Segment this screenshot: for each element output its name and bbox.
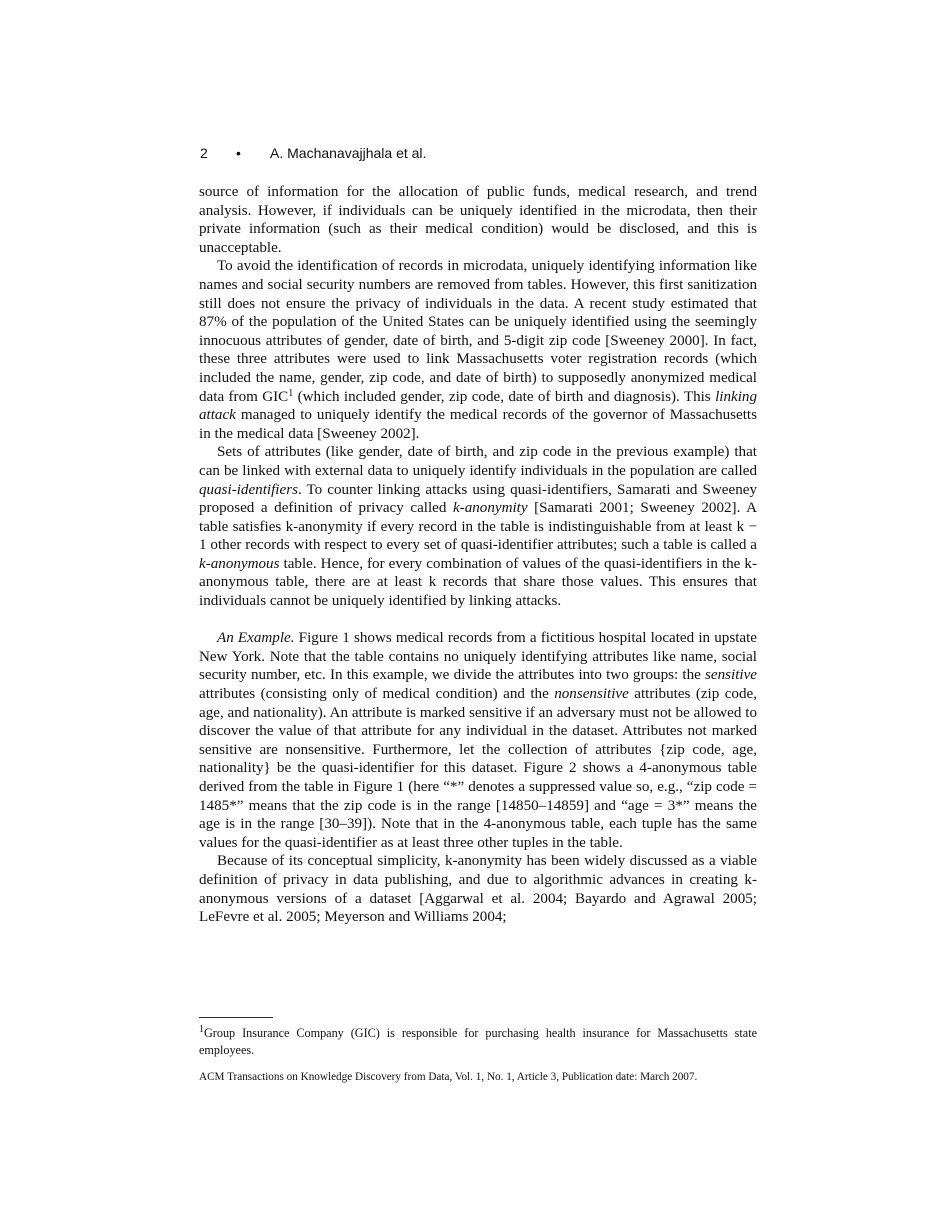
paragraph-3-text-d: table. Hence, for every combination of values of the quasi-identifiers in the k-anonymous table, there are at least k records that share those values. This ensures that individuals cannot be uniquely identified by linking attacks. bbox=[199, 555, 757, 610]
body-text bbox=[199, 183, 757, 927]
journal-footer: ACM Transactions on Knowledge Discovery from Data, Vol. 1, No. 1, Article 3, Publication date: March 2007. bbox=[199, 1071, 698, 1083]
paragraph-4-text-a: Figure 1 shows medical records from a fictitious hospital located in upstate New York. Note that the table contains no uniquely identifying attributes like name, social security number, etc. In this example, we divide the attributes into two groups: the bbox=[199, 630, 757, 684]
term-quasi-identifiers: quasi-identifiers bbox=[199, 481, 298, 498]
footnote-rule bbox=[199, 1017, 273, 1018]
term-k-anonymity: k-anonymity bbox=[452, 500, 528, 517]
paragraph-2 bbox=[199, 257, 757, 443]
paragraph-4-text-b: attributes (consisting only of medical condition) and the bbox=[199, 686, 555, 703]
paragraph-3 bbox=[199, 443, 757, 610]
paragraph-1: source of information for the allocation of public funds, medical research, and trend analysis. However, if individuals can be uniquely identified in the microdata, then their private information (such as their medical condition) would be disclosed, and this is unacceptable. bbox=[199, 184, 757, 256]
footnote-ref-1: 1 bbox=[288, 387, 294, 399]
run-in-heading-example: An Example. bbox=[217, 630, 295, 647]
running-header bbox=[200, 145, 760, 161]
paragraph-4 bbox=[199, 629, 757, 852]
term-sensitive: sensitive bbox=[705, 667, 757, 684]
paragraph-3-text-c: [Samarati 2001; Sweeney 2002]. A table satisfies k-anonymity if every record in the table is indistinguishable from at least k − 1 other records with respect to every set of quasi-identifier attributes; such a table is called a bbox=[199, 500, 757, 554]
paragraph-2-text-b: (which included gender, zip code, date of birth and diagnosis). This bbox=[293, 388, 716, 405]
footnote-text: Group Insurance Company (GIC) is responsible for purchasing health insurance for Massachusetts state employees. bbox=[199, 1026, 757, 1057]
header-authors: A. Machanavajjhala et al. bbox=[270, 145, 427, 161]
paragraph-3-text-b: . To counter linking attacks using quasi-identifiers, Samarati and Sweeney proposed a definition of privacy called bbox=[199, 481, 757, 517]
paragraph-2-text-c: managed to uniquely identify the medical records of the governor of Massachusetts in the medical data [Sweeney 2002]. bbox=[199, 407, 757, 442]
footnote-1 bbox=[199, 1025, 757, 1058]
paragraph-5: Because of its conceptual simplicity, k-anonymity has been widely discussed as a viable definition of privacy in data publishing, and due to algorithmic advances in creating k-anonymous versions of a dataset [Aggarwal et al. 2004; Bayardo and Agrawal 2005; LeFevre et al. 2005; Meyerson and Williams 2004; bbox=[199, 853, 757, 926]
term-nonsensitive: nonsensitive bbox=[554, 686, 629, 703]
header-bullet: • bbox=[236, 145, 241, 161]
paragraph-2-text-a: To avoid the identification of records in microdata, uniquely identifying information like names and social security numbers are removed from tables. However, this first sanitization still does not ensure the privacy of individuals in the data. A recent study estimated that 87% of the population of the United States can be uniquely identified using the seemingly innocuous attributes of gender, date of birth, and 5-digit zip code [Sweeney 2000]. In fact, these three attributes were used to link Massachusetts voter registration records (which included the name, gender, zip code, and date of birth) to supposedly anonymized medical data from GIC bbox=[199, 258, 757, 405]
paragraph-3-text-a: Sets of attributes (like gender, date of birth, and zip code in the previous example) that can be linked with external data to uniquely identify individuals in the population are called bbox=[199, 444, 757, 479]
paragraph-2-emphasis: linking attack bbox=[199, 388, 757, 424]
paragraph-4-text-c: attributes (zip code, age, and nationality). An attribute is marked sensitive if an adversary must not be allowed to discover the value of that attribute for any individual in the dataset. Attributes not marked sensitive are nonsensitive. Furthermore, let the collection of attributes {zip code, age, nationality} be the quasi-identifier for this dataset. Figure 2 shows a 4-anonymous table derived from the table in Figure 1 (here “*” denotes a suppressed value so, e.g., “zip code = 1485*” means that the zip code is in the range [14850–14859] and “age = 3*” means the age is in the range [30–39]). Note that in the 4-anonymous table, each tuple has the same values for the quasi-identifier as at least three other tuples in the table. bbox=[199, 686, 757, 851]
page-number: 2 bbox=[200, 145, 208, 161]
term-k-anonymous: k-anonymous bbox=[199, 555, 280, 572]
footnote-mark: 1 bbox=[199, 1024, 204, 1035]
